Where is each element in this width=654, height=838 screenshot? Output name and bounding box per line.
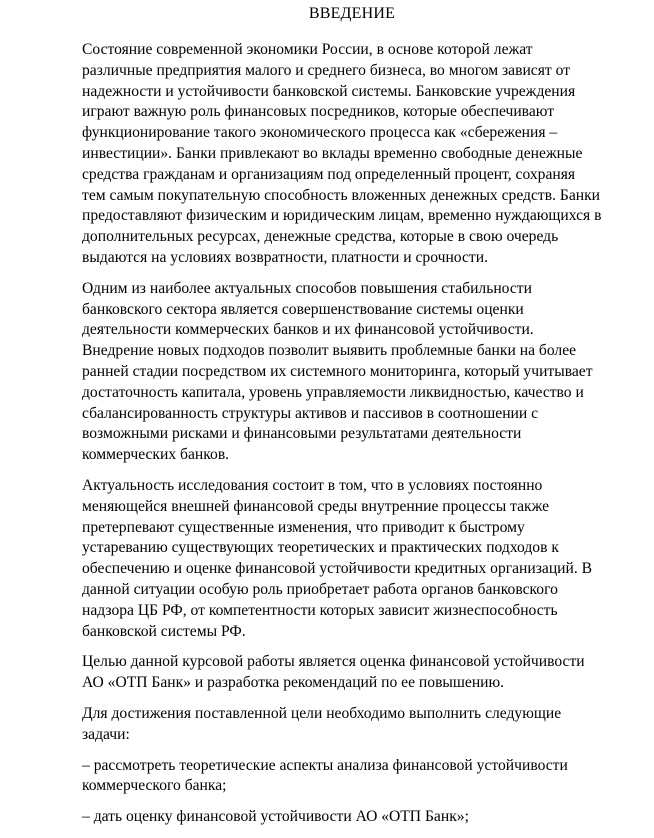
paragraph-tasks-intro: Для достижения поставленной цели необходимо выполнить следующие задачи: bbox=[82, 704, 562, 743]
document-page bbox=[82, 4, 622, 838]
document-title: ВВЕДЕНИЕ bbox=[308, 5, 396, 22]
paragraph-intro: Состояние современной экономики России, в основе которой лежат различные предприятия малого и среднего бизнеса, во многом зависят от надежности и устойчивости банковской системы. Банковские учреждения играют важную роль финансовых посредников, которые обеспечивают функционирование такого экономического процесса как «сбережения – инвестиции». Банки привлекают во вклады временно свободные денежные средства гражданам и организациям под определенный процент, сохраняя тем самым покупательную способность вложенных денежных средств. Банки предоставляют физическим и юридическим лицам, временно нуждающихся в дополнительных ресурсах, денежные средства, которые в свою очередь выдаются на условиях возвратности, платности и срочности. bbox=[82, 41, 602, 266]
paragraph-stability: Одним из наиболее актуальных способов повышения стабильности банковского сектора является совершенствование системы оценки деятельности коммерческих банков и их финансовой устойчивости. Внедрение новых подходов позволит выявить проблемные банки на более ранней стадии посредством их системного мониторинга, который учитывает достаточность капитала, уровень управляемости ликвидностью, качество и сбалансированность структуры активов и пассивов в соотношении с возможными рисками и финансовыми результатами деятельности коммерческих банков. bbox=[82, 279, 593, 464]
paragraph-relevance: Актуальность исследования состоит в том, что в условиях постоянно меняющейся внешней финансовой среды внутренние процессы также претерпевают существенные изменения, что приводит к быстрому устареванию существующих теоретических и практических подходов к обеспечению и оценке финансовой устойчивости кредитных организаций. В данной ситуации особую роль приобретает работа органов банковского надзора ЦБ РФ, от компетентности которых зависит жизнеспособность банковской системы РФ. bbox=[82, 476, 593, 640]
paragraph-goal: Целью данной курсовой работы является оценка финансовой устойчивости АО «ОТП Банк» и разработка рекомендаций по ее повышению. bbox=[82, 653, 585, 692]
task-item-2: – дать оценку финансовой устойчивости АО «ОТП Банк»; bbox=[82, 808, 469, 826]
task-item-1: – рассмотреть теоретические аспекты анализа финансовой устойчивости коммерческого банка; bbox=[82, 756, 568, 795]
